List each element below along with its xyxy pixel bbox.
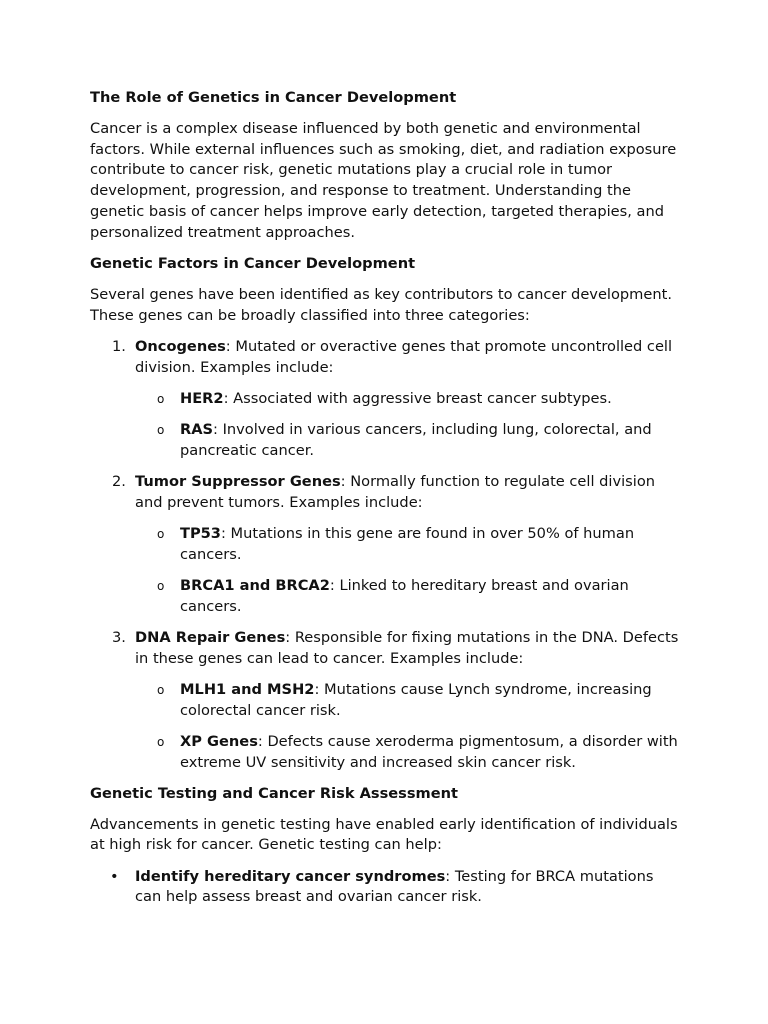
section-lead-genetic-testing: Advancements in genetic testing have enabled early identification of individuals at high risk for cancer. Genetic testing can help: (90, 815, 678, 854)
testing-benefits-list (90, 867, 680, 909)
term: HER2 (180, 389, 224, 407)
example-item (135, 389, 680, 410)
term: MLH1 and MSH2 (180, 680, 315, 698)
list-item-oncogenes (90, 337, 680, 462)
intro-paragraph: Cancer is a complex disease influenced by both genetic and environmental factors. While external influences such as smoking, diet, and radiation exposure contribute to cancer risk, genetic mutations play a crucial role in tumor development, progression, and response to treatment. Understanding the genetic basis of cancer helps improve early detection, targeted therapies, and personalized treatment approaches. (90, 119, 677, 241)
example-item (135, 420, 680, 462)
circle-bullet-icon: o (157, 734, 165, 749)
term: DNA Repair Genes (135, 628, 286, 646)
description: : Mutations in this gene are found in over 50% of human cancers. (180, 524, 635, 563)
description: : Involved in various cancers, including lung, colorectal, and pancreatic cancer. (180, 420, 652, 459)
list-number: 2. (112, 472, 126, 490)
list-item-tumor-suppressor (90, 472, 680, 618)
description: : Defects cause xeroderma pigmentosum, a disorder with extreme UV sensitivity and increased skin cancer risk. (180, 732, 678, 771)
description: : Responsible for fixing mutations in the DNA. Defects in these genes can lead to cancer. Examples include: (135, 628, 679, 667)
section-heading-genetic-factors: Genetic Factors in Cancer Development (90, 254, 416, 272)
example-list (135, 389, 680, 462)
term: RAS (180, 420, 214, 438)
term: XP Genes (180, 732, 258, 750)
term: Identify hereditary cancer syndromes (135, 867, 446, 885)
term: Tumor Suppressor Genes (135, 472, 341, 490)
circle-bullet-icon: o (157, 682, 165, 697)
bullet-icon: • (110, 867, 119, 885)
section-heading-genetic-testing: Genetic Testing and Cancer Risk Assessment (90, 784, 459, 802)
section-lead-genetic-factors: Several genes have been identified as key contributors to cancer development. These genes can be broadly classified into three categories: (90, 285, 672, 324)
circle-bullet-icon: o (157, 391, 165, 406)
document-title: The Role of Genetics in Cancer Development (90, 89, 457, 106)
term: BRCA1 and BRCA2 (180, 576, 330, 594)
example-item (135, 576, 680, 618)
description: : Testing for BRCA mutations can help assess breast and ovarian cancer risk. (135, 867, 654, 906)
example-item (135, 524, 680, 566)
example-item (135, 680, 680, 722)
description: : Linked to hereditary breast and ovarian cancers. (180, 576, 629, 615)
list-number: 3. (112, 628, 126, 646)
example-list (135, 524, 680, 618)
circle-bullet-icon: o (157, 526, 165, 541)
document-page (90, 88, 680, 919)
description: : Normally function to regulate cell division and prevent tumors. Examples include: (135, 472, 656, 511)
term: Oncogenes (135, 337, 226, 355)
description: : Mutations cause Lynch syndrome, increasing colorectal cancer risk. (180, 680, 652, 719)
description: : Associated with aggressive breast cancer subtypes. (223, 389, 612, 407)
circle-bullet-icon: o (157, 578, 165, 593)
gene-category-list (90, 337, 680, 774)
example-item (135, 732, 680, 774)
circle-bullet-icon: o (157, 422, 165, 437)
list-number: 1. (112, 337, 126, 355)
list-item (90, 867, 680, 909)
description: : Mutated or overactive genes that promote uncontrolled cell division. Examples include: (135, 337, 673, 376)
term: TP53 (180, 524, 221, 542)
list-item-dna-repair (90, 628, 680, 774)
example-list (135, 680, 680, 774)
